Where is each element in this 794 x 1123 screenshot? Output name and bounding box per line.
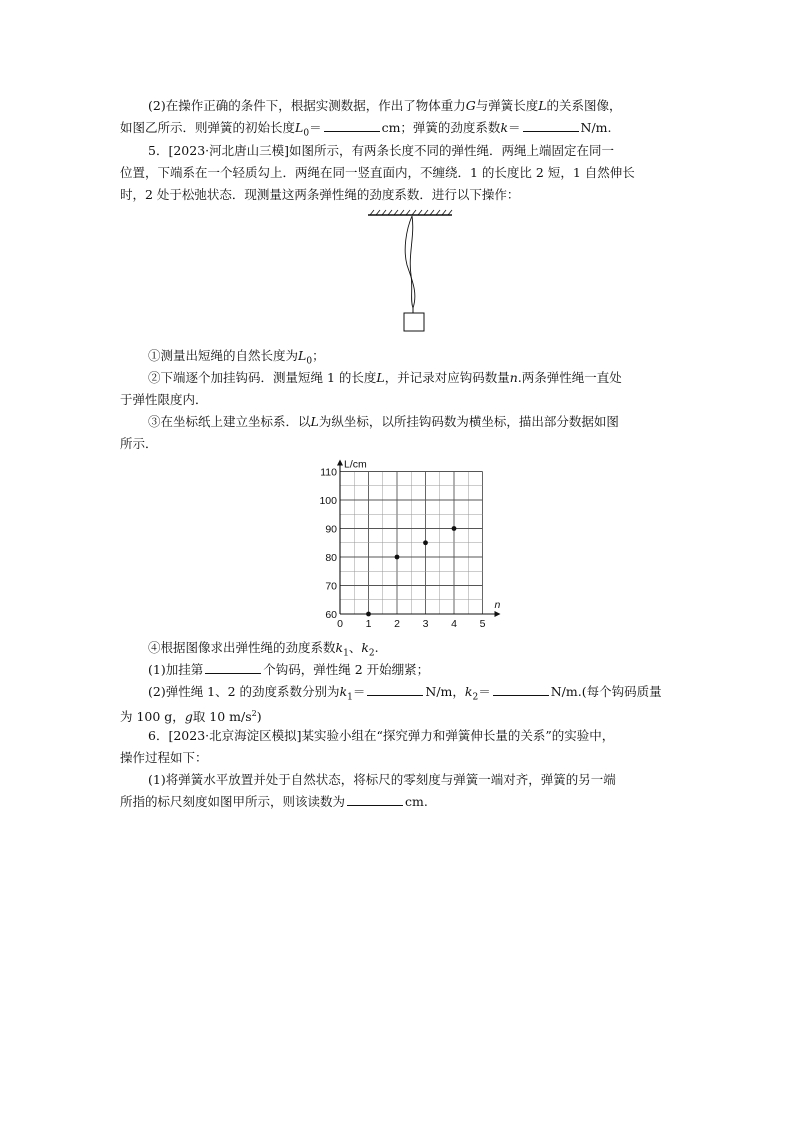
x-tick-label: 5	[479, 618, 486, 630]
x-tick-label: 3	[422, 618, 429, 630]
x-axis-arrow	[495, 611, 501, 617]
q6-line1: 6．[2023·北京海淀区模拟]某实验小组在“探究弹力和弹簧伸长量的关系”的实验中，	[148, 728, 615, 743]
q4-part2-line2: 如图乙所示．则弹簧的初始长度$L_0=$ cm；弹簧的劲度系数k＝ N/m.	[120, 120, 612, 139]
q5-line1: 5．[2023·河北唐山三模]如图所示，有两条长度不同的弹性绳．两绳上端固定在同一	[148, 143, 614, 158]
q5-sub1: (1)加挂第 个钩码，弹性绳 2 开始绷紧；	[148, 662, 430, 677]
y-tick-label: 70	[325, 580, 337, 593]
q5-step2: ②下端逐个加挂钩码．测量短绳 1 的长度L，并记录对应钩码数量n.两条弹性绳一直处	[148, 370, 622, 385]
q6-line2: 操作过程如下：	[120, 750, 208, 765]
q5-sub2: (2)弹性绳 1、2 的劲度系数分别为$k_1= N/m$，$k_2= N/m$.(每个钩码质量	[148, 684, 662, 703]
answer-blank-k2[interactable]	[493, 684, 549, 696]
answer-blank-k1[interactable]	[367, 684, 423, 696]
y-axis-arrow	[337, 460, 343, 466]
hanging-cords-figure	[360, 205, 460, 335]
q6-part1-line2: 所指的标尺刻度如图甲所示，则该读数为 cm.	[120, 794, 428, 809]
y-tick-label: 60	[325, 609, 337, 621]
answer-blank-reading[interactable]	[347, 794, 403, 806]
answer-blank-k[interactable]	[523, 120, 579, 132]
q5-step3-cont: 所示．	[120, 436, 158, 451]
data-point	[452, 526, 457, 531]
q5-step3: ③在坐标纸上建立坐标系．以L为纵坐标，以所挂钩码数为横坐标，描出部分数据如图	[148, 414, 619, 429]
answer-blank-hook-count[interactable]	[205, 662, 261, 674]
q5-step1: ①测量出短绳的自然长度为$L_0$；	[148, 348, 325, 367]
q4-part2-line1: (2)在操作正确的条件下，根据实测数据，作出了物体重力G与弹簧长度L的关系图像，	[148, 98, 622, 113]
chart-tick-labels	[319, 467, 485, 631]
x-tick-label: 2	[394, 618, 400, 630]
scatter-chart	[318, 456, 508, 634]
q5-line2: 位置，下端系在一个轻质勾上．两绳在同一竖直面内，不缠绕．1 的长度比 2 短，1 自然伸长	[120, 165, 635, 180]
answer-blank-L0[interactable]	[324, 120, 380, 132]
x-tick-label: 0	[337, 618, 343, 630]
x-tick-label: 1	[365, 618, 372, 630]
cord-1	[410, 216, 413, 308]
x-axis-label: n	[494, 599, 501, 611]
q5-sub2-cont: 为 100 g，g取 10 $m/s^2$)	[120, 709, 262, 725]
chart-grid	[340, 472, 483, 615]
chart-axes	[337, 460, 501, 618]
data-point	[395, 555, 400, 560]
y-axis-label: L/cm	[344, 458, 367, 471]
q6-part1-line1: (1)将弹簧水平放置并处于自然状态，将标尺的零刻度与弹簧一端对齐，弹簧的另一端	[148, 772, 616, 787]
y-tick-label: 110	[320, 466, 337, 479]
y-tick-label: 100	[319, 495, 337, 507]
x-tick-label: 4	[451, 618, 457, 630]
q5-step2-cont: 于弹性限度内．	[120, 392, 208, 407]
y-tick-label: 80	[325, 552, 337, 564]
q5-step4: ④根据图像求出弹性绳的劲度系数$k_1$、$k_2$.	[148, 640, 379, 659]
data-point	[366, 612, 371, 617]
data-point	[423, 540, 428, 545]
y-tick-label: 90	[325, 523, 337, 536]
weight-block	[404, 313, 424, 331]
q5-line3: 时，2 处于松弛状态．现测量这两条弹性绳的劲度系数．进行以下操作：	[120, 187, 520, 202]
